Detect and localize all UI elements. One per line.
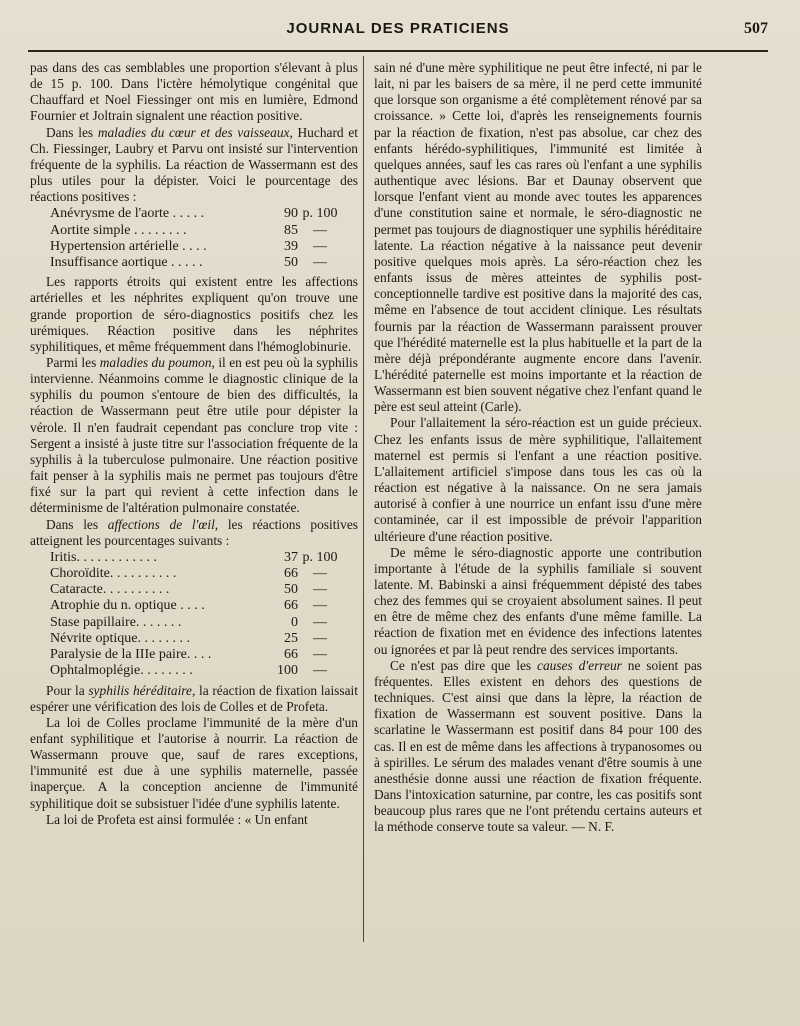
eye-percentage-table xyxy=(50,550,342,680)
paragraph: La loi de Profeta est ainsi formulée : « Un enfant xyxy=(46,811,308,827)
row-unit: — xyxy=(313,222,327,238)
row-unit: — xyxy=(313,255,327,271)
row-unit: — xyxy=(313,566,327,582)
row-unit: — xyxy=(313,238,327,254)
italic-run: causes d'erreur xyxy=(537,657,622,673)
row-label: Hypertension artérielle . . . . xyxy=(50,238,207,254)
row-label: Stase papillaire. . . . . . . xyxy=(50,614,182,630)
row-value: 100 xyxy=(277,663,298,679)
row-unit: — xyxy=(313,663,327,679)
text-run: , les réactions positives atteignent les pourcentages suivants : xyxy=(30,516,359,548)
italic-run: syphilis héréditaire xyxy=(88,682,192,698)
row-label: Névrite optique. . . . . . . . xyxy=(50,630,190,646)
row-unit: — xyxy=(313,582,327,598)
row-value: 37 xyxy=(284,549,298,565)
paragraph-errors xyxy=(374,658,702,836)
italic-run: affections de l'œil xyxy=(107,516,215,532)
row-unit: — xyxy=(313,598,327,614)
row-value: 66 xyxy=(284,598,298,614)
table-row xyxy=(50,598,342,614)
column-separator xyxy=(363,56,364,942)
paragraph-hereditary xyxy=(30,683,358,715)
table-row xyxy=(50,223,342,239)
row-label: Atrophie du n. optique . . . . xyxy=(50,598,205,614)
row-value: 25 xyxy=(284,630,298,646)
row-unit: — xyxy=(313,647,327,663)
text-run: ne soient pas fréquentes. Elles existent en dehors des questions de techniques. C'est ainsi que dans la lèpre, la réaction de fixation de Wassermann est souvent positive. Dans la scarlatine le Wassermann est positif dans 84 pour 100 des cas. Il en est de même dans les affections à trypanosomes ou à spirilles. Le sérum des malades venant d'être soumis à une anesthésie donne aussi une réaction de fixation fréquente. Dans l'intoxication saturnine, par contre, les cas positifs sont beaucoup plus rares que ne l'ont prétendu certains auteurs et la méthode conserve toute sa valeur. — N. F. xyxy=(374,657,702,835)
paragraph-eye xyxy=(30,517,358,549)
row-label: Iritis. . . . . . . . . . . . xyxy=(50,549,157,565)
paragraph: La loi de Colles proclame l'immunité de la mère d'un enfant syphilitique et l'autorise à nourrir. La réaction de Wassermann prouve que, sauf de rares exceptions, l'immunité est due à une syphilis maternelle, passée inaperçue. A la conception ancienne de l'immunité syphilitique doit se subsistuer l'idée d'une syphilis latente. xyxy=(30,714,358,811)
italic-run: maladies du cœur et des vaisseaux xyxy=(97,124,290,140)
table-row xyxy=(50,550,342,566)
row-value: 66 xyxy=(284,647,298,663)
paragraph: pas dans des cas semblables une proportion s'élevant à plus de 15 p. 100. Dans l'ictère hémolytique congénital que Chauffard et Noel Fiessinger ont mis en lumière, Edmond Fournier et Joltrain signalent une réaction positive. xyxy=(30,60,358,124)
text-run: , Huchard et Ch. Fiessinger, Laubry et Parvu ont insisté sur l'intervention fréquente de la syphilis. La réaction de Wassermann est des plus utiles pour la dépister. Voici le pourcentage des réactions positives : xyxy=(30,124,358,205)
row-label: Aortite simple . . . . . . . . xyxy=(50,222,187,238)
row-value: 39 xyxy=(284,238,298,254)
row-label: Insuffisance aortique . . . . . xyxy=(50,255,203,271)
row-unit: — xyxy=(313,630,327,646)
row-label: Paralysie de la IIIe paire. . . . xyxy=(50,647,212,663)
row-value: 85 xyxy=(284,222,298,238)
text-run: Dans les xyxy=(46,124,98,140)
text-run: Parmi les xyxy=(46,355,100,370)
text-run: , il en est peu où la syphilis intervienne. Néanmoins comme le diagnostic clinique de la syphilis du poumon s'entoure de bien des difficultés, la réaction de Wassermann peut être utile pour dépister la vérole. Il n'en faudrait cependant pas conclure trop vite : Sergent a insisté à juste titre sur l'association fréquente de la syphilis à la tuberculose pulmonaire. Une réaction positive fait penser à la syphilis mais ne permet pas toujours d'être fixé sur la part qui revient à cette infection dans le déterminisme de l'altération pulmonaire constatée. xyxy=(30,355,358,516)
italic-run: maladies du poumon xyxy=(99,355,212,370)
left-column xyxy=(30,60,358,828)
table-row xyxy=(50,615,342,631)
text-run: , la réaction de fixation laissait espérer une vérification des lois de Colles et de Profeta. xyxy=(30,682,358,714)
row-value: 0 xyxy=(291,614,298,630)
table-row xyxy=(50,582,342,598)
cardio-percentage-table xyxy=(50,206,342,271)
row-label: Ophtalmoplégie. . . . . . . . xyxy=(50,663,193,679)
page-header xyxy=(28,18,768,42)
text-run: Dans les xyxy=(46,516,108,532)
text-run: Pour la xyxy=(46,682,89,698)
table-row xyxy=(50,255,342,271)
row-label: Anévrysme de l'aorte . . . . . xyxy=(50,206,205,222)
header-rule xyxy=(28,50,768,52)
row-unit: — xyxy=(313,614,327,630)
page-number: 507 xyxy=(744,20,768,37)
table-row xyxy=(50,239,342,255)
row-value: 66 xyxy=(284,566,298,582)
paragraph-lung xyxy=(30,355,358,517)
text-run: Ce n'est pas dire que les xyxy=(390,657,538,673)
table-row xyxy=(50,647,342,663)
row-value: 50 xyxy=(284,255,298,271)
paragraph-heart-vessels xyxy=(30,125,358,206)
table-row xyxy=(50,663,342,679)
paragraph: Les rapports étroits qui existent entre les affections artérielles et les néphrites expliquent qu'on trouve une grande proportion de séro-diagnostics positifs chez les urémiques. Réaction positive dans les néphrites syphilitiques, et même fréquemment dans l'hémoglobinurie. xyxy=(30,274,358,354)
table-row xyxy=(50,206,342,222)
row-label: Cataracte. . . . . . . . . . xyxy=(50,582,170,598)
right-column xyxy=(374,60,702,836)
table-row xyxy=(50,631,342,647)
paragraph: De même le séro-diagnostic apporte une contribution importante à l'étude de la syphilis familiale si souvent latente. M. Babinski a ainsi fréquemment dépisté des tabes chez des femmes qui se croyaient absolument saines. Il peut en être de même chez des enfants d'une même famille. La réaction de fixation met en évidence des infections latentes ou ignorées et par là peut rendre des services importants. xyxy=(374,544,702,657)
paragraph: sain né d'une mère syphilitique ne peut être infecté, ni par le lait, ni par les baisers de sa mère, il ne perd cette immunité que lorsque son organisme a été complètement rénové par sa croissance. » Cette loi, d'après les renseignements fournis par la réaction de fixation, n'est pas absolue, car chez des enfants hérédo-syphilitiques, l'immunité est limitée à quelques années, sauf les cas rares où l'enfant a une syphilis authentique avec lésions. Bar et Daunay observent que lorsque l'enfant vient au monde avec toutes les apparences d'une constitution saine et normale, le séro-diagnostic ne permet pas toujours de diagnostiquer une syphilis héréditaire latente. La réaction négative à la naissance peut devenir positive quelques mois après. La séro-réaction chez les enfants issus de mères atteintes de syphilis post-conceptionnelle tardive est positive dans la majorité des cas, même en l'absence de tout accident clinique. Les résultats fournis par la réaction de Wassermann paraissent prouver que l'hérédité maternelle est la plus habituelle et la part de la mère déjà prépondérante augmente encore dans l'avenir. L'hérédité paternelle est moins importante et la réaction de Wassermann est bien souvent négative chez l'enfant quand le père est seul atteint (Carle). xyxy=(374,60,702,415)
paragraph: Pour l'allaitement la séro-réaction est un guide précieux. Chez les enfants issus de mère syphilitique, l'allaitement maternel est permis si l'enfant a une réaction positive. L'allaitement artificiel s'impose dans tous les cas où la réaction est négative à la naissance. On ne sera jamais autorisé à confier à une nourrice un enfant issu d'une mère contaminée, car il est impossible de prévoir l'apparition ultérieure d'une réaction positive. xyxy=(374,415,702,544)
row-label: Choroïdite. . . . . . . . . . xyxy=(50,566,177,582)
row-unit: p. 100 xyxy=(302,206,338,222)
row-value: 50 xyxy=(284,582,298,598)
row-value: 90 xyxy=(284,206,298,222)
row-unit: p. 100 xyxy=(302,549,338,565)
table-row xyxy=(50,566,342,582)
running-title: JOURNAL DES PRATICIENS xyxy=(286,20,510,37)
